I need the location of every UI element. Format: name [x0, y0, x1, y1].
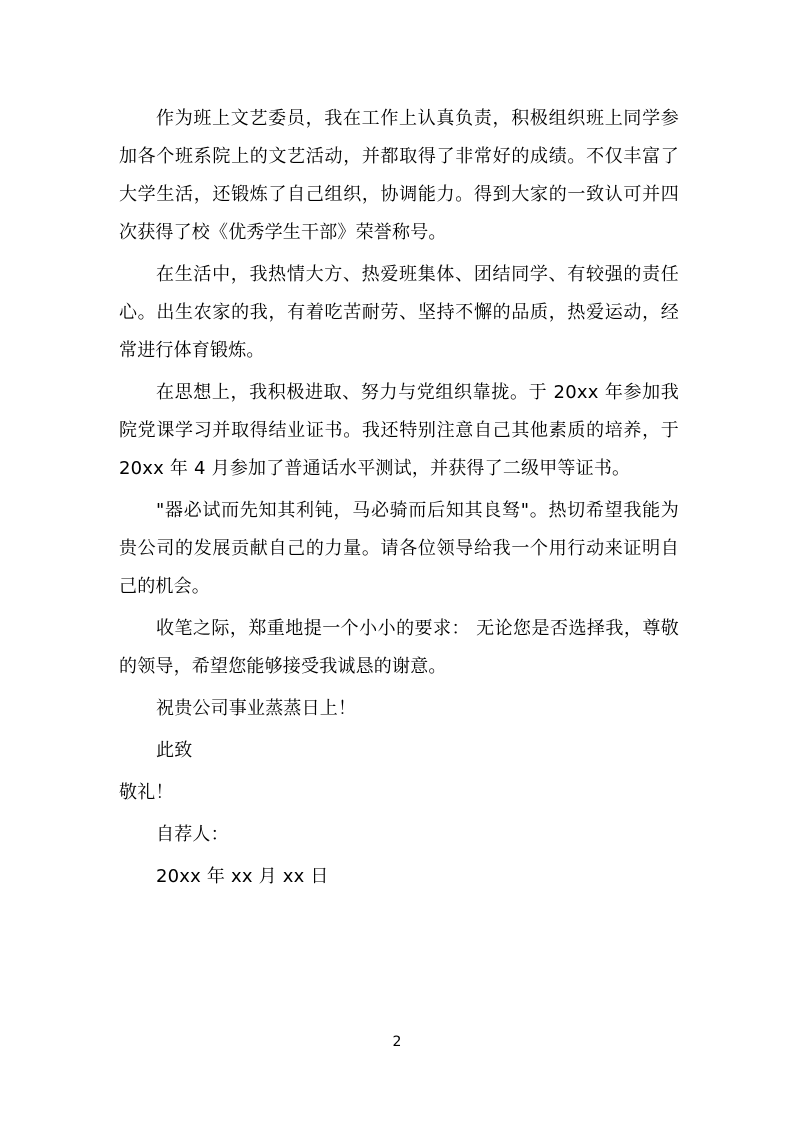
paragraph-wishes: 祝贵公司事业蒸蒸日上！ [156, 698, 357, 719]
signature-label: 自荐人： [156, 824, 229, 845]
page-number: 2 [392, 1034, 402, 1050]
paragraph-thought: 在思想上，我积极进取、努力与党组织靠拢。于 20xx 年参加我院党课学习并取得结业证书。我还特别注意自己其他素质的培养，于 20xx 年 4 月参加了普通话水平测试，并获得了二级甲等证书。 [119, 382, 679, 479]
paragraph-closing-request: 收笔之际，郑重地提一个小小的要求： 无论您是否选择我，尊敬的领导，希望您能够接受我诚恳的谢意。 [119, 618, 679, 677]
letter-body [119, 100, 679, 900]
paragraph-hope: "器必试而先知其利钝，马必骑而后知其良驽"。热切希望我能为贵公司的发展贡献自己的力量。请各位领导给我一个用行动来证明自己的机会。 [119, 500, 679, 597]
salutation-cizhi: 此致 [156, 740, 193, 761]
paragraph-life: 在生活中，我热情大方、热爱班集体、团结同学、有较强的责任心。出生农家的我，有着吃苦耐劳、坚持不懈的品质，热爱运动，经常进行体育锻炼。 [119, 264, 679, 361]
salutation-jingli: 敬礼！ [119, 782, 174, 803]
signature-date: 20xx 年 xx 月 xx 日 [156, 866, 329, 887]
paragraph-work: 作为班上文艺委员，我在工作上认真负责，积极组织班上同学参加各个班系院上的文艺活动，并都取得了非常好的成绩。不仅丰富了大学生活，还锻炼了自己组织，协调能力。得到大家的一致认可并四次获得了校《优秀学生干部》荣誉称号。 [119, 108, 679, 243]
